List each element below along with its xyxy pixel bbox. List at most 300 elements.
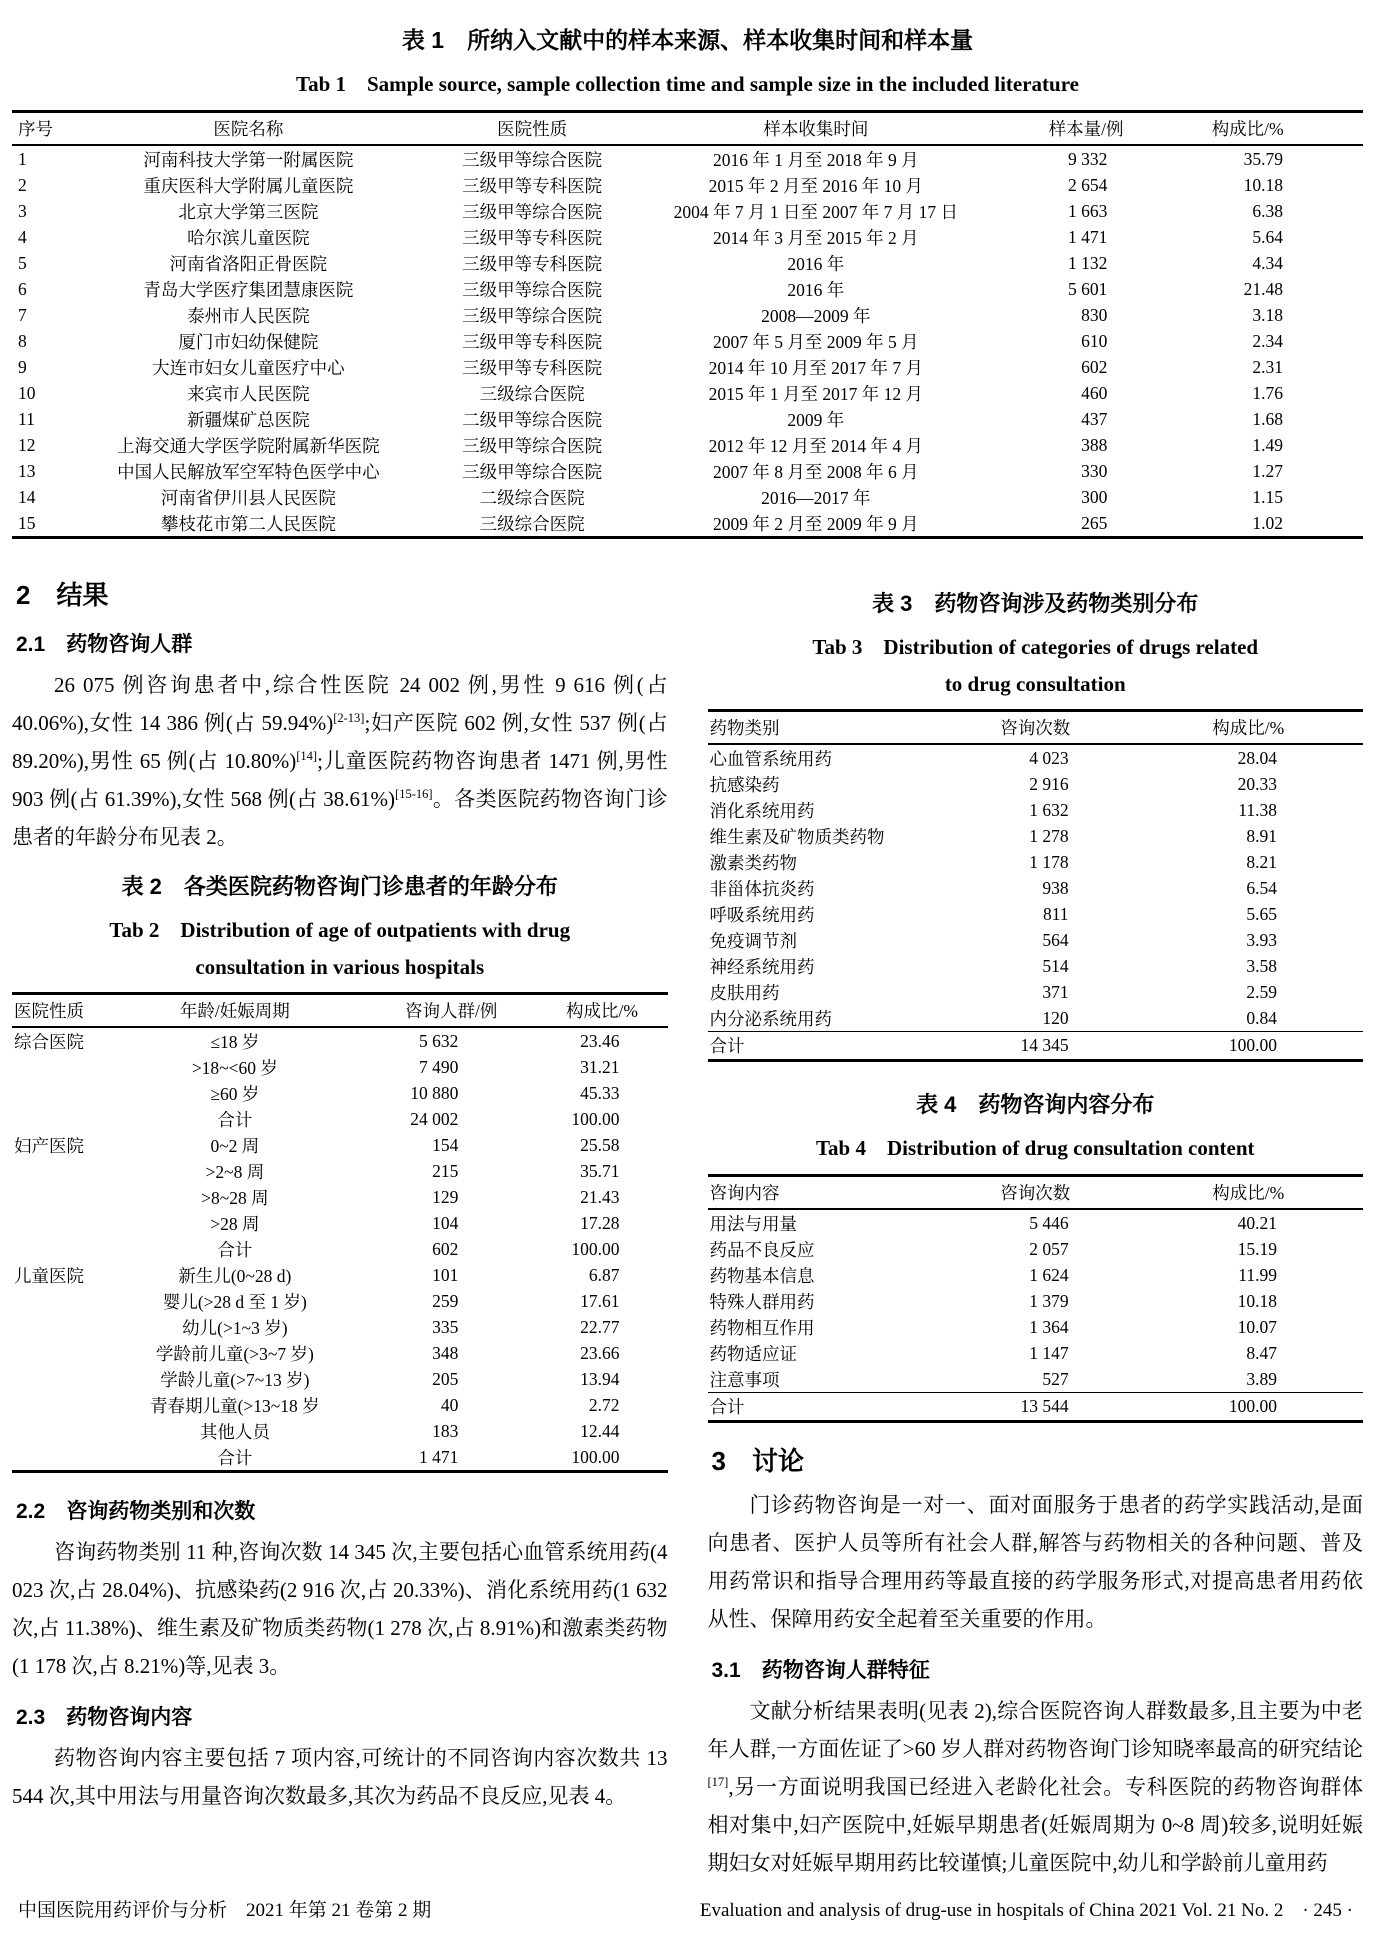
table-cell: 河南省洛阳正骨医院: [169, 253, 328, 274]
table3-body: [708, 744, 1364, 1032]
table1-title-en: Tab 1 Sample source, sample collection time and sample size in the included literature: [295, 72, 1079, 96]
table-cell: >2~8 周: [205, 1161, 265, 1182]
table-cell: 564: [1042, 929, 1069, 950]
table-cell: 371: [1042, 981, 1069, 1002]
table-cell: 儿童医院: [14, 1265, 84, 1286]
table-cell: 2014 年 3 月至 2015 年 2 月: [713, 227, 919, 248]
table-cell: 388: [1081, 434, 1108, 455]
table-cell: 1 663: [1067, 200, 1108, 221]
table-cell: 内分泌系统用药: [709, 1008, 832, 1029]
table-row: [12, 354, 1363, 380]
table-cell: 1 132: [1067, 252, 1108, 273]
table-cell: 1 147: [1029, 1342, 1069, 1363]
column-header: 序号: [12, 112, 80, 146]
table-cell: 5 601: [1067, 278, 1108, 299]
table-row: [12, 1054, 668, 1080]
table-cell: 40: [440, 1394, 459, 1415]
table-cell: 三级甲等综合医院: [462, 149, 603, 170]
table-cell: 合计: [708, 1393, 937, 1422]
table-cell: 100.00: [571, 1446, 620, 1467]
table-cell: 8.91: [1246, 825, 1277, 846]
table-cell: 北京大学第三医院: [178, 201, 319, 222]
table-cell: 学龄儿童(>7~13 岁): [160, 1369, 310, 1390]
table-row: [708, 901, 1364, 927]
table-row: [12, 432, 1363, 458]
table4-header-row: [708, 1176, 1364, 1210]
column-header: 构成比/%: [1187, 112, 1363, 146]
column-header: 咨询次数: [937, 1176, 1134, 1210]
table3-header-row: [708, 711, 1364, 745]
table3-title-en-line2: to drug consultation: [944, 672, 1126, 696]
table-cell: 22.77: [580, 1316, 620, 1337]
table-row: [708, 823, 1364, 849]
table-cell: 青春期儿童(>13~18 岁: [150, 1395, 320, 1416]
table-cell: 6.54: [1246, 877, 1277, 898]
table-cell: 消化系统用药: [709, 800, 815, 821]
table-cell: 泰州市人民医院: [187, 305, 310, 326]
citation-ref: [17]: [707, 1775, 729, 1789]
table-cell: 13: [18, 460, 36, 481]
table-cell: 20.33: [1237, 773, 1277, 794]
table-cell: 2007 年 8 月至 2008 年 6 月: [713, 461, 919, 482]
table-cell: 3.93: [1246, 929, 1277, 950]
table-cell: 新疆煤矿总医院: [187, 409, 310, 430]
table-cell: 1 471: [1067, 226, 1108, 247]
table-cell: [12, 1418, 104, 1444]
table-cell: ≥60 岁: [210, 1083, 260, 1104]
table-cell: 药物基本信息: [709, 1265, 815, 1286]
table-row: [12, 1158, 668, 1184]
table-cell: 药物适应证: [709, 1343, 797, 1364]
table-cell: 三级甲等综合医院: [462, 279, 603, 300]
column-header: 药物类别: [708, 711, 937, 745]
table-row: [708, 1005, 1364, 1032]
table-row: [12, 145, 1363, 172]
column-header: 年龄/妊娠周期: [104, 994, 366, 1028]
section-heading-discussion: 3 讨论: [711, 1446, 804, 1476]
table-cell: >18~<60 岁: [191, 1057, 278, 1078]
table-cell: 神经系统用药: [709, 956, 815, 977]
table-row: [12, 380, 1363, 406]
table-cell: 1.68: [1252, 408, 1283, 429]
paragraph-2-3: 药物咨询内容主要包括 7 项内容,可统计的不同咨询内容次数共 13 544 次,其中用法与用量咨询次数最多,其次为药品不良反应,见表 4。: [12, 1746, 668, 1808]
table-cell: 注意事项: [709, 1369, 780, 1390]
table-cell: 学龄前儿童(>3~7 岁): [155, 1343, 314, 1364]
table-cell: 6: [18, 278, 27, 299]
table-row: [708, 953, 1364, 979]
table-cell: 非甾体抗炎药: [709, 878, 815, 899]
table-cell: 2015 年 1 月至 2017 年 12 月: [708, 383, 924, 404]
table-cell: 4.34: [1252, 252, 1283, 273]
table-row: [12, 1262, 668, 1288]
table-row: [12, 250, 1363, 276]
table-cell: 811: [1042, 903, 1069, 924]
table-cell: 2: [18, 174, 27, 195]
table-cell: 330: [1081, 460, 1108, 481]
table-cell: 三级甲等专科医院: [462, 331, 603, 352]
table-cell: 300: [1081, 486, 1108, 507]
table-cell: 2009 年 2 月至 2009 年 9 月: [713, 513, 919, 534]
table-cell: 602: [1081, 356, 1108, 377]
table-row: [12, 406, 1363, 432]
table-cell: 抗感染药: [709, 774, 780, 795]
column-header: 构成比/%: [1134, 1176, 1363, 1210]
table-cell: 1.27: [1252, 460, 1283, 481]
table-cell: 154: [432, 1134, 459, 1155]
table-cell: 中国人民解放军空军特色医学中心: [117, 461, 380, 482]
table-cell: 17.61: [580, 1290, 620, 1311]
table-cell: 合计: [217, 1109, 253, 1130]
subsection-heading-2-2: 2.2 咨询药物类别和次数: [16, 1500, 256, 1523]
table-cell: 5: [18, 252, 27, 273]
table-cell: 河南省伊川县人民医院: [160, 487, 336, 508]
table-cell: 15.19: [1237, 1238, 1277, 1259]
table-cell: 28.04: [1237, 747, 1277, 768]
table-row: [12, 1366, 668, 1392]
table2-title-en-line2: consultation in various hospitals: [195, 955, 485, 979]
table-cell: 大连市妇女儿童医疗中心: [152, 357, 345, 378]
table-cell: 40.21: [1237, 1212, 1277, 1233]
table-cell: 11.38: [1238, 799, 1277, 820]
table-cell: 14: [18, 486, 36, 507]
table-cell: 120: [1042, 1007, 1069, 1028]
table-cell: 104: [432, 1212, 459, 1233]
table-cell: 2.34: [1252, 330, 1283, 351]
table-row: [708, 1340, 1364, 1366]
table-row: [12, 1210, 668, 1236]
table-cell: 830: [1081, 304, 1108, 325]
table-cell: 335: [432, 1316, 459, 1337]
table4: [708, 1174, 1364, 1423]
table-cell: 602: [432, 1238, 459, 1259]
table-cell: 青岛大学医疗集团慧康医院: [143, 279, 354, 300]
table-cell: 3.89: [1246, 1368, 1277, 1389]
table-cell: 2016—2017 年: [761, 487, 871, 508]
table-cell: 100.00: [571, 1238, 620, 1259]
table-cell: 5.65: [1246, 903, 1277, 924]
table2-title-zh: 表 2 各类医院药物咨询门诊患者的年龄分布: [121, 874, 558, 899]
table-cell: 2012 年 12 月至 2014 年 4 月: [708, 435, 924, 456]
table-cell: 2.31: [1252, 356, 1283, 377]
column-header: 咨询人群/例: [366, 994, 536, 1028]
table-row: [708, 1393, 1364, 1422]
table-cell: 514: [1042, 955, 1069, 976]
table-cell: 7 490: [419, 1056, 459, 1077]
table-cell: 合计: [217, 1239, 253, 1260]
table-cell: 14 345: [937, 1032, 1134, 1061]
table-cell: [12, 1314, 104, 1340]
table-cell: 其他人员: [199, 1421, 270, 1442]
table-cell: 5 632: [419, 1030, 459, 1051]
table-cell: 重庆医科大学附属儿童医院: [143, 175, 354, 196]
table-cell: 1 178: [1029, 851, 1069, 872]
table-cell: 三级甲等综合医院: [462, 305, 603, 326]
table-cell: 10.07: [1237, 1316, 1277, 1337]
table-cell: 三级甲等综合医院: [462, 461, 603, 482]
table-cell: >8~28 周: [201, 1187, 269, 1208]
right-column: [708, 569, 1364, 1882]
table-cell: 10.18: [1243, 174, 1283, 195]
table-row: [12, 1236, 668, 1262]
table-cell: 610: [1081, 330, 1108, 351]
table-cell: 上海交通大学医学院附属新华医院: [117, 435, 380, 456]
table-cell: 激素类药物: [709, 852, 797, 873]
table-cell: 三级综合医院: [479, 513, 585, 534]
table-cell: 259: [432, 1290, 459, 1311]
table-row: [12, 1080, 668, 1106]
table-row: [12, 172, 1363, 198]
paragraph-2-1: 26 075 例咨询患者中,综合性医院 24 002 例,男性 9 616 例(占 40.06%),女性 14 386 例(占 59.94%)[2-13];妇产医院 602 例,女性 537 例(占 89.20%),男性 65 例(占 10.80%)[14];儿童医院药物咨询患者 1471 例,男性 903 例(占 61.39%),女性 568 例(占 38.61%)[15-16]。各类医院药物咨询门诊患者的年龄分布见表 2。: [12, 673, 668, 849]
table-row: [708, 771, 1364, 797]
table-cell: 3.58: [1246, 955, 1277, 976]
table-row: [12, 224, 1363, 250]
table-cell: 12.44: [580, 1420, 620, 1441]
table-cell: 合计: [708, 1032, 937, 1061]
table-cell: 二级综合医院: [479, 487, 585, 508]
table-cell: 1.76: [1252, 382, 1283, 403]
table-cell: 免疫调节剂: [709, 930, 797, 951]
table-cell: 河南科技大学第一附属医院: [143, 149, 354, 170]
table-row: [708, 1288, 1364, 1314]
table-cell: 10 880: [410, 1082, 459, 1103]
paragraph-3: 门诊药物咨询是一对一、面对面服务于患者的药学实践活动,是面向患者、医护人员等所有社会人群,解答与药物相关的各种问题、普及用药常识和指导合理用药等最直接的药学服务形式,对提高患者用药依从性、保障用药安全起着至关重要的作用。: [707, 1493, 1363, 1631]
table-cell: [12, 1340, 104, 1366]
table-cell: 45.33: [580, 1082, 620, 1103]
footer-journal-zh: 中国医院用药评价与分析 2021 年第 21 卷第 2 期: [18, 1900, 432, 1921]
table-cell: 129: [432, 1186, 459, 1207]
table-cell: [12, 1054, 104, 1080]
table-cell: 来宾市人民医院: [187, 383, 310, 404]
table-cell: 1 364: [1029, 1316, 1069, 1337]
table-cell: 2014 年 10 月至 2017 年 7 月: [708, 357, 924, 378]
table-cell: 合计: [217, 1447, 253, 1468]
table2: [12, 992, 668, 1473]
column-header: 构成比/%: [1134, 711, 1363, 745]
table-cell: 25.58: [580, 1134, 620, 1155]
table-row: [12, 328, 1363, 354]
table1-title-zh: 表 1 所纳入文献中的样本来源、样本收集时间和样本量: [401, 27, 974, 53]
table4-title-en: Tab 4 Distribution of drug consultation content: [815, 1136, 1255, 1160]
table1-header-row: [12, 112, 1363, 146]
citation-ref: [15-16]: [395, 787, 433, 801]
table-row: [708, 1262, 1364, 1288]
table-cell: 4: [18, 226, 27, 247]
table-cell: 3: [18, 200, 27, 221]
table-row: [12, 1132, 668, 1158]
table-cell: 100.00: [1134, 1032, 1363, 1061]
table2-title-en-line1: Tab 2 Distribution of age of outpatients with drug: [109, 918, 571, 942]
table-cell: 厦门市妇幼保健院: [178, 331, 319, 352]
table-cell: [12, 1080, 104, 1106]
table-cell: 特殊人群用药: [709, 1291, 815, 1312]
table-cell: 皮肤用药: [709, 982, 780, 1003]
table-row: [708, 1032, 1364, 1061]
table-row: [12, 1392, 668, 1418]
table-cell: 维生素及矿物质类药物: [709, 826, 885, 847]
table-row: [12, 1106, 668, 1132]
table-cell: 21.43: [580, 1186, 620, 1207]
table-cell: 2008—2009 年: [761, 305, 871, 326]
table-cell: 11.99: [1238, 1264, 1277, 1285]
table-cell: 三级甲等专科医院: [462, 175, 603, 196]
paragraph-2-2: 咨询药物类别 11 种,咨询次数 14 345 次,主要包括心血管系统用药(4 023 次,占 28.04%)、抗感染药(2 916 次,占 20.33%)、消化系统用药(1 632 次,占 11.38%)、维生素及矿物质类药物(1 278 次,占 8.91%)和激素类药物(1 178 次,占 8.21%)等,见表 3。: [12, 1540, 668, 1678]
table-cell: 2.72: [588, 1394, 620, 1415]
table-cell: 348: [432, 1342, 459, 1363]
table-cell: 8.21: [1246, 851, 1277, 872]
table-cell: 3.18: [1252, 304, 1283, 325]
table-cell: [12, 1210, 104, 1236]
table4-body: [708, 1209, 1364, 1393]
table-cell: 13 544: [937, 1393, 1134, 1422]
table-row: [12, 1444, 668, 1472]
subsection-heading-3-1: 3.1 药物咨询人群特征: [711, 1659, 930, 1682]
column-header: 样本收集时间: [647, 112, 985, 146]
table-cell: 1 379: [1029, 1290, 1069, 1311]
table-cell: [12, 1288, 104, 1314]
table-cell: 1 471: [419, 1446, 459, 1467]
table-cell: 215: [432, 1160, 459, 1181]
table-cell: [12, 1236, 104, 1262]
table-cell: 35.71: [580, 1160, 620, 1181]
table-cell: 1 632: [1029, 799, 1069, 820]
table-cell: 2015 年 2 月至 2016 年 10 月: [708, 175, 924, 196]
table-cell: 24 002: [410, 1108, 459, 1129]
table-row: [708, 1209, 1364, 1236]
table-cell: 2016 年 1 月至 2018 年 9 月: [713, 149, 919, 170]
table-cell: 100.00: [1134, 1393, 1363, 1422]
table-row: [12, 302, 1363, 328]
table2-body: [12, 1027, 668, 1472]
table-cell: 新生儿(0~28 d): [178, 1265, 292, 1286]
table-row: [12, 1314, 668, 1340]
citation-ref: [14]: [296, 749, 318, 763]
table-cell: 三级甲等专科医院: [462, 253, 603, 274]
table-cell: [12, 1444, 104, 1472]
table-cell: 2 916: [1029, 773, 1069, 794]
table-cell: 9: [18, 356, 27, 377]
table-cell: 12: [18, 434, 36, 455]
table3-total-row: [708, 1032, 1364, 1061]
table-row: [708, 744, 1364, 771]
table-row: [12, 1418, 668, 1444]
table-cell: 4 023: [1029, 747, 1069, 768]
table-cell: [12, 1184, 104, 1210]
table1: [12, 110, 1363, 539]
table-cell: 心血管系统用药: [709, 748, 832, 769]
table-cell: 31.21: [580, 1056, 620, 1077]
table-row: [708, 1314, 1364, 1340]
table-cell: 9 332: [1067, 148, 1108, 169]
table-cell: 药品不良反应: [709, 1239, 815, 1260]
table-cell: 2 654: [1067, 174, 1108, 195]
subsection-heading-2-3: 2.3 药物咨询内容: [16, 1706, 193, 1729]
table4-title-zh: 表 4 药物咨询内容分布: [916, 1092, 1155, 1117]
subsection-heading-2-1: 2.1 药物咨询人群: [16, 633, 193, 656]
table-cell: 938: [1042, 877, 1069, 898]
table-cell: ≤18 岁: [210, 1031, 260, 1052]
table3-title-en-line1: Tab 3 Distribution of categories of drugs related: [812, 635, 1259, 659]
table-cell: 2.59: [1246, 981, 1277, 1002]
table4-total-row: [708, 1393, 1364, 1422]
table3-title-zh: 表 3 药物咨询涉及药物类别分布: [872, 591, 1199, 616]
table-cell: 0~2 周: [210, 1135, 260, 1156]
table-cell: 妇产医院: [14, 1135, 84, 1156]
table-row: [12, 1027, 668, 1054]
column-header: 构成比/%: [536, 994, 667, 1028]
table-cell: 8: [18, 330, 27, 351]
table3: [708, 709, 1364, 1062]
table-cell: 460: [1081, 382, 1108, 403]
table-row: [12, 1184, 668, 1210]
table-cell: 17.28: [580, 1212, 620, 1233]
table-cell: 呼吸系统用药: [709, 904, 815, 925]
table-cell: 10: [18, 382, 36, 403]
table-cell: 6.87: [588, 1264, 620, 1285]
table2-header-row: [12, 994, 668, 1028]
table-row: [708, 927, 1364, 953]
table-cell: 婴儿(>28 d 至 1 岁): [162, 1291, 307, 1312]
paragraph-3-1: 文献分析结果表明(见表 2),综合医院咨询人群数最多,且主要为中老年人群,一方面佐证了>60 岁人群对药物咨询门诊知晓率最高的研究结论[17],另一方面说明我国已经进入老龄化社会。专科医院的药物咨询群体相对集中,妇产医院中,妊娠早期患者(妊娠周期为 0~8 周)较多,说明妊娠期妇女对妊娠早期用药比较谨慎;儿童医院中,幼儿和学龄前儿童用药: [707, 1699, 1363, 1875]
table-cell: [12, 1366, 104, 1392]
table-cell: 183: [432, 1420, 459, 1441]
table-cell: [12, 1106, 104, 1132]
table-cell: 二级甲等综合医院: [462, 409, 603, 430]
table-cell: 1 278: [1029, 825, 1069, 846]
table-cell: 1.49: [1252, 434, 1283, 455]
table-cell: 35.79: [1243, 148, 1283, 169]
table-cell: 2016 年: [787, 253, 845, 274]
table-cell: 100.00: [571, 1108, 620, 1129]
table-cell: 5.64: [1252, 226, 1283, 247]
table-cell: [12, 1392, 104, 1418]
column-header: 医院名称: [80, 112, 418, 146]
table-cell: 药物相互作用: [709, 1317, 815, 1338]
table-row: [12, 484, 1363, 510]
table-cell: 三级甲等专科医院: [462, 227, 603, 248]
table-cell: 21.48: [1243, 278, 1283, 299]
section-heading-results: 2 结果: [16, 580, 109, 610]
table-cell: 15: [18, 512, 36, 533]
table-cell: 2016 年: [787, 279, 845, 300]
table-cell: 幼儿(>1~3 岁): [182, 1317, 288, 1338]
table-cell: 6.38: [1252, 200, 1283, 221]
table-cell: 23.66: [580, 1342, 620, 1363]
table-cell: 三级甲等专科医院: [462, 357, 603, 378]
citation-ref: [2-13]: [333, 711, 365, 725]
column-header: 医院性质: [12, 994, 104, 1028]
table-row: [708, 849, 1364, 875]
two-column-layout: [12, 569, 1363, 1882]
table-cell: 三级甲等综合医院: [462, 201, 603, 222]
table-row: [12, 198, 1363, 224]
table-cell: 1: [18, 148, 27, 169]
table-row: [708, 875, 1364, 901]
table-cell: 23.46: [580, 1030, 620, 1051]
table-cell: 2009 年: [787, 409, 845, 430]
table-cell: [12, 1158, 104, 1184]
table-row: [708, 797, 1364, 823]
table-cell: 101: [432, 1264, 459, 1285]
table-row: [708, 1236, 1364, 1262]
table-cell: 三级甲等综合医院: [462, 435, 603, 456]
table-cell: 1.15: [1252, 486, 1283, 507]
table-cell: 哈尔滨儿童医院: [187, 227, 310, 248]
column-header: 医院性质: [417, 112, 647, 146]
table-cell: 10.18: [1237, 1290, 1277, 1311]
table-cell: 攀枝花市第二人民医院: [160, 513, 336, 534]
table1-body: [12, 145, 1363, 538]
table-row: [12, 1340, 668, 1366]
